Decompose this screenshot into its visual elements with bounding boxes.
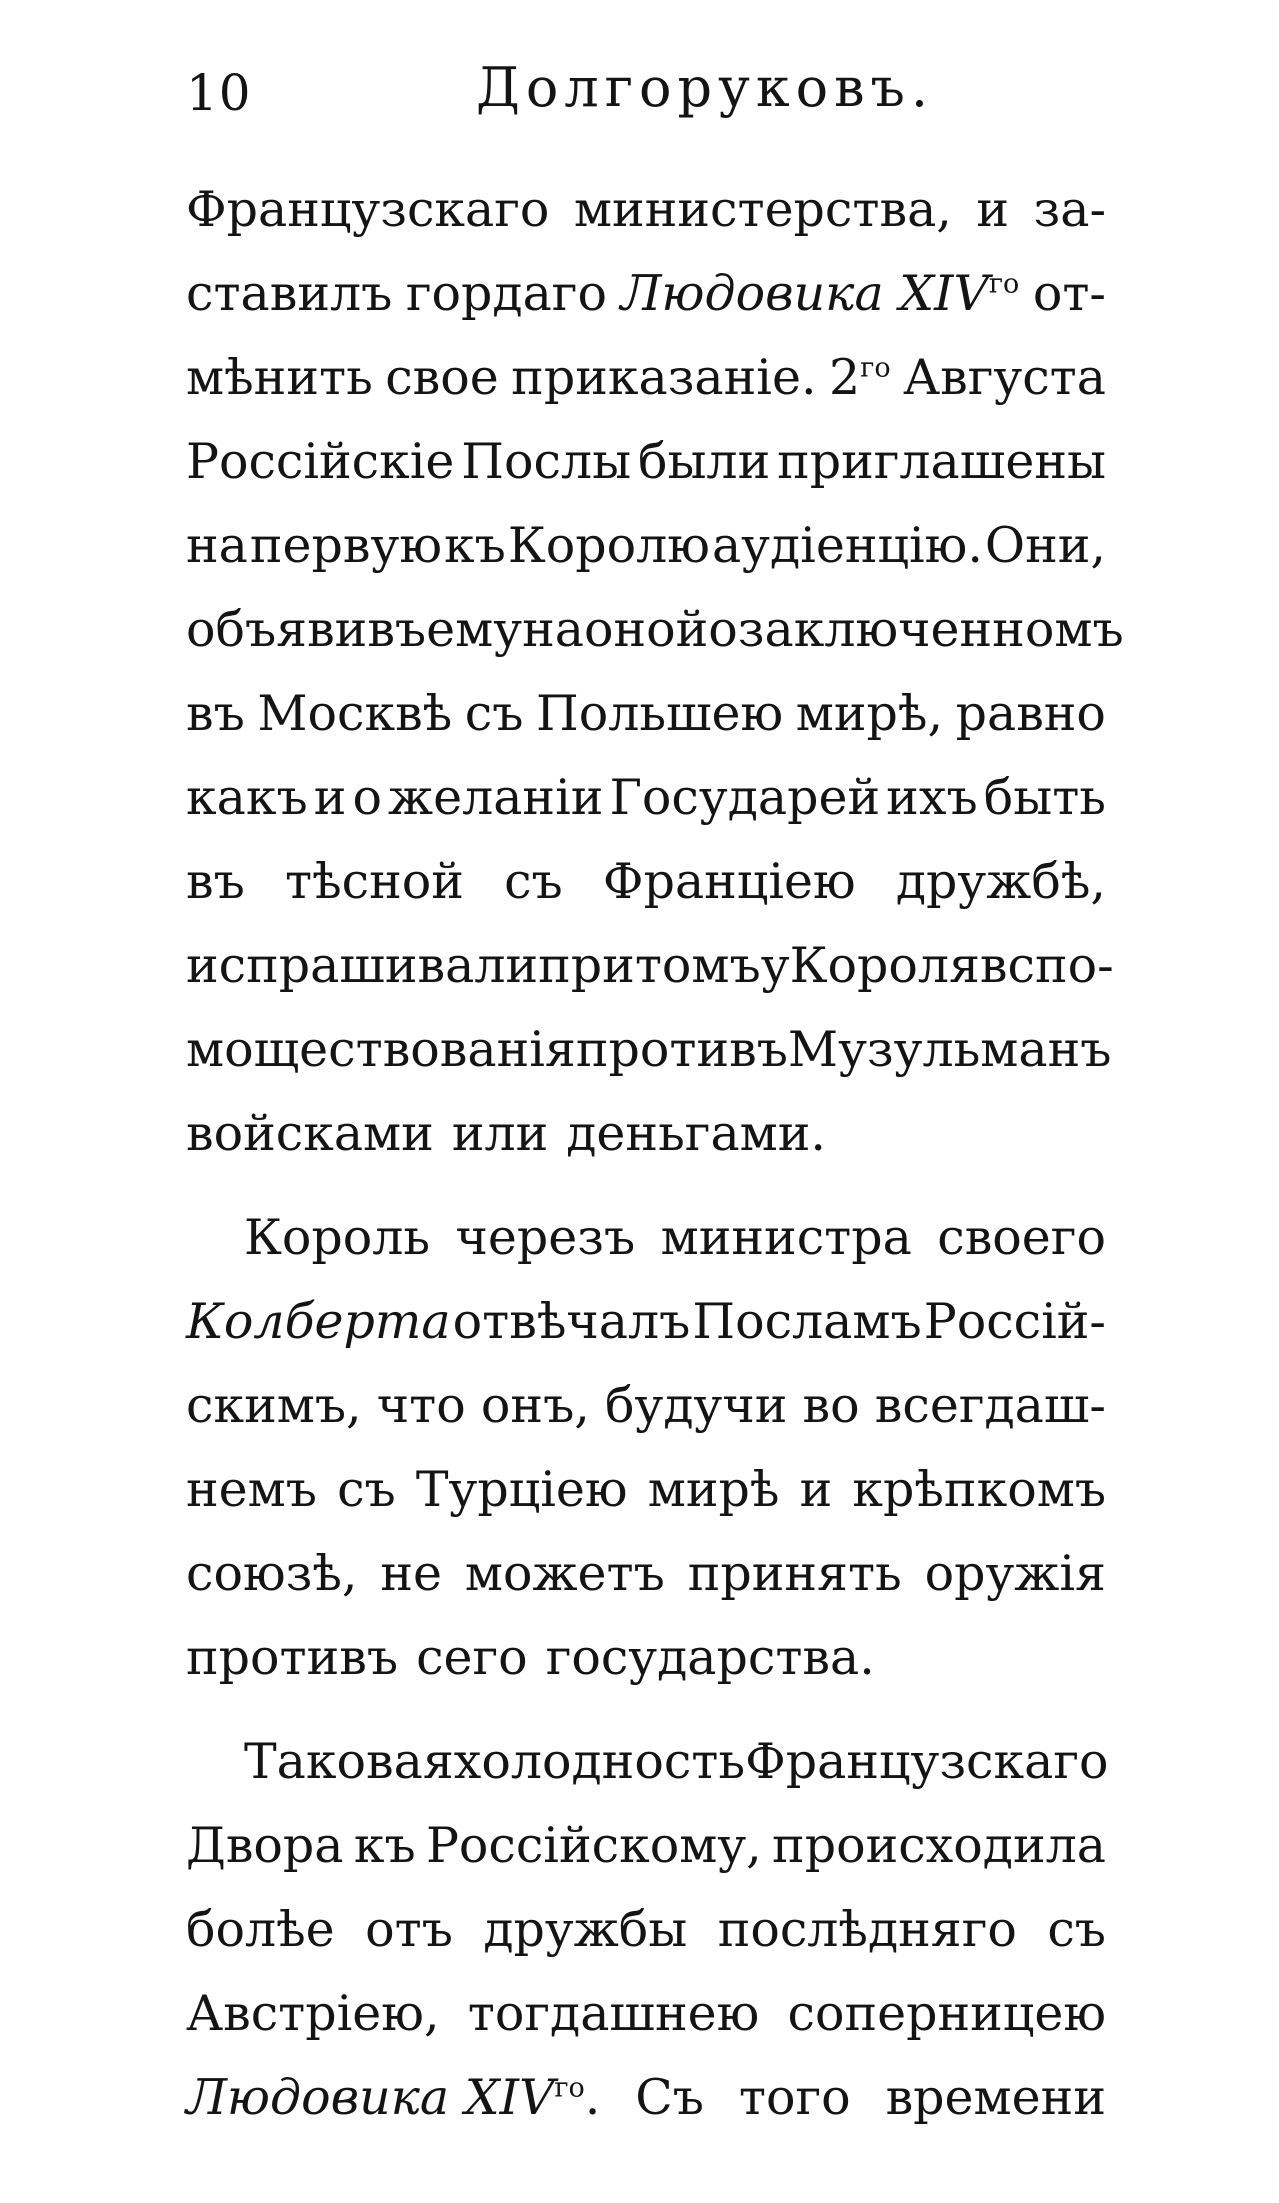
word: холодность — [453, 1733, 746, 1790]
word: Королю — [507, 517, 710, 574]
text-line — [186, 2056, 1106, 2140]
word: министра — [660, 1209, 912, 1266]
text-line — [186, 168, 1106, 252]
word: Послы — [461, 433, 632, 490]
word: быть — [983, 769, 1106, 826]
word: не — [380, 1545, 442, 1602]
word: съ — [464, 685, 524, 742]
italic-name: Колберта — [186, 1293, 451, 1350]
word: были — [637, 433, 771, 490]
text-line — [186, 840, 1106, 924]
word: Москвѣ — [257, 685, 453, 742]
text-line — [186, 672, 1106, 756]
text-line — [186, 1196, 1106, 1280]
date-number: $2^{го}$ — [828, 349, 891, 406]
word: будучи — [605, 1377, 788, 1434]
word: ему — [426, 601, 523, 658]
word: къ — [353, 1817, 416, 1874]
word: Августа — [903, 349, 1106, 406]
word: отвѣчалъ — [452, 1293, 691, 1350]
word: Австріею, — [186, 1985, 440, 2042]
text-line — [186, 1804, 1106, 1888]
word: Они, — [984, 517, 1106, 574]
word: мирѣ, — [795, 685, 944, 742]
word: Король — [244, 1209, 431, 1266]
text-line — [186, 1448, 1106, 1532]
body-text — [186, 168, 1124, 2140]
word: Музульманъ — [787, 1021, 1112, 1078]
word: Россій- — [923, 1293, 1106, 1350]
word: и — [976, 181, 1010, 238]
word: аудіенцію. — [711, 517, 983, 574]
word: и — [313, 769, 347, 826]
word: государства. — [545, 1629, 875, 1686]
word: ставилъ — [186, 265, 393, 322]
text-line — [186, 336, 1106, 420]
word: Турціею — [415, 1461, 628, 1518]
word: Короля — [789, 937, 980, 994]
word: у — [760, 937, 790, 994]
word: ихъ — [886, 769, 978, 826]
page-number: 10 — [186, 64, 252, 122]
word: за- — [1033, 181, 1106, 238]
word: Россійскому, — [425, 1817, 762, 1874]
text-line — [186, 1092, 1106, 1176]
word: мѣнить — [186, 349, 373, 406]
word: тогдашнею — [467, 1985, 760, 2042]
word: моществованія — [186, 1021, 576, 1078]
word: на — [186, 517, 248, 574]
word: Франціею — [602, 853, 856, 910]
word: съ — [504, 853, 563, 910]
text-line — [186, 1532, 1106, 1616]
paragraph-gap — [186, 1176, 1106, 1196]
word: Съ — [635, 2069, 704, 2126]
word: дружбы — [483, 1901, 688, 1958]
word: министерства, — [573, 181, 952, 238]
word: къ — [444, 517, 506, 574]
word: Французскаго — [745, 1733, 1109, 1790]
word: въ — [186, 853, 245, 910]
word: вспо- — [979, 937, 1114, 994]
word: о — [352, 769, 382, 826]
text-line — [186, 1280, 1106, 1364]
word: притомъ — [538, 937, 761, 994]
running-head: Долгоруковъ. — [476, 56, 935, 119]
text-line — [186, 1364, 1106, 1448]
word: Россійскіе — [186, 433, 455, 490]
text-line — [186, 1972, 1106, 2056]
text-line — [186, 420, 1106, 504]
word: немъ — [186, 1461, 317, 1518]
word: объявивъ — [186, 601, 427, 658]
superscript: го — [554, 2072, 585, 2104]
superscript: го — [860, 352, 891, 384]
text-line — [186, 588, 1124, 672]
word: Польшею — [535, 685, 784, 742]
word: о — [708, 601, 738, 658]
word: во — [802, 1377, 860, 1434]
text-line — [186, 504, 1106, 588]
page-header — [186, 56, 1106, 146]
text-line — [186, 252, 1106, 336]
word: онъ, — [480, 1377, 590, 1434]
word: соперницею — [787, 1985, 1106, 2042]
word: принять — [687, 1545, 902, 1602]
word: оной — [583, 601, 709, 658]
word: первую — [249, 517, 442, 574]
word: дружбѣ, — [895, 853, 1106, 910]
word: свое — [385, 349, 499, 406]
word: можетъ — [464, 1545, 665, 1602]
word: своего — [937, 1209, 1106, 1266]
word: времени — [885, 2069, 1106, 2126]
word: противъ — [186, 1629, 399, 1686]
word: сего — [416, 1629, 528, 1686]
word: на — [522, 601, 584, 658]
word: послѣдняго — [717, 1901, 1017, 1958]
word: болѣе — [186, 1901, 335, 1958]
word: деньгами. — [566, 1105, 827, 1162]
word: заключенномъ — [737, 601, 1124, 658]
word: Двора — [186, 1817, 344, 1874]
word: и — [799, 1461, 833, 1518]
word: войсками — [186, 1105, 434, 1162]
word: въ — [186, 685, 245, 742]
word: съ — [1047, 1901, 1106, 1958]
word: или — [451, 1105, 549, 1162]
text-line — [186, 1888, 1106, 1972]
text-line — [186, 1008, 1112, 1092]
text-line — [186, 1720, 1109, 1804]
word: Государей — [609, 769, 881, 826]
word: какъ — [186, 769, 308, 826]
word: происходила — [772, 1817, 1106, 1874]
italic-name: Людовика $XIV^{го}$. — [186, 2069, 601, 2126]
word: Французскаго — [186, 181, 550, 238]
word: приказаніе. — [511, 349, 817, 406]
word: от- — [1032, 265, 1106, 322]
word: Таковая — [244, 1733, 454, 1790]
word: желаніи — [388, 769, 604, 826]
word: съ — [337, 1461, 396, 1518]
word: союзѣ, — [186, 1545, 358, 1602]
word: оружія — [924, 1545, 1106, 1602]
word: гордаго — [405, 265, 607, 322]
italic-name: Людовика $XIV^{го}$ — [620, 265, 1020, 322]
word: испрашивали — [186, 937, 539, 994]
word: всегдаш- — [874, 1377, 1106, 1434]
word: равно — [955, 685, 1106, 742]
word: мирѣ — [647, 1461, 780, 1518]
word: скимъ, — [186, 1377, 362, 1434]
word: противъ — [575, 1021, 788, 1078]
text-line — [186, 924, 1114, 1008]
text-line — [186, 756, 1106, 840]
word: черезъ — [455, 1209, 636, 1266]
word: Посламъ — [692, 1293, 922, 1350]
word: тѣсной — [284, 853, 464, 910]
text-line — [186, 1616, 1106, 1700]
superscript: го — [988, 268, 1020, 300]
word: крѣпкомъ — [852, 1461, 1106, 1518]
word: отъ — [365, 1901, 453, 1958]
word: того — [738, 2069, 851, 2126]
word: приглашены — [777, 433, 1106, 490]
paragraph-gap — [186, 1700, 1106, 1720]
word: что — [376, 1377, 466, 1434]
